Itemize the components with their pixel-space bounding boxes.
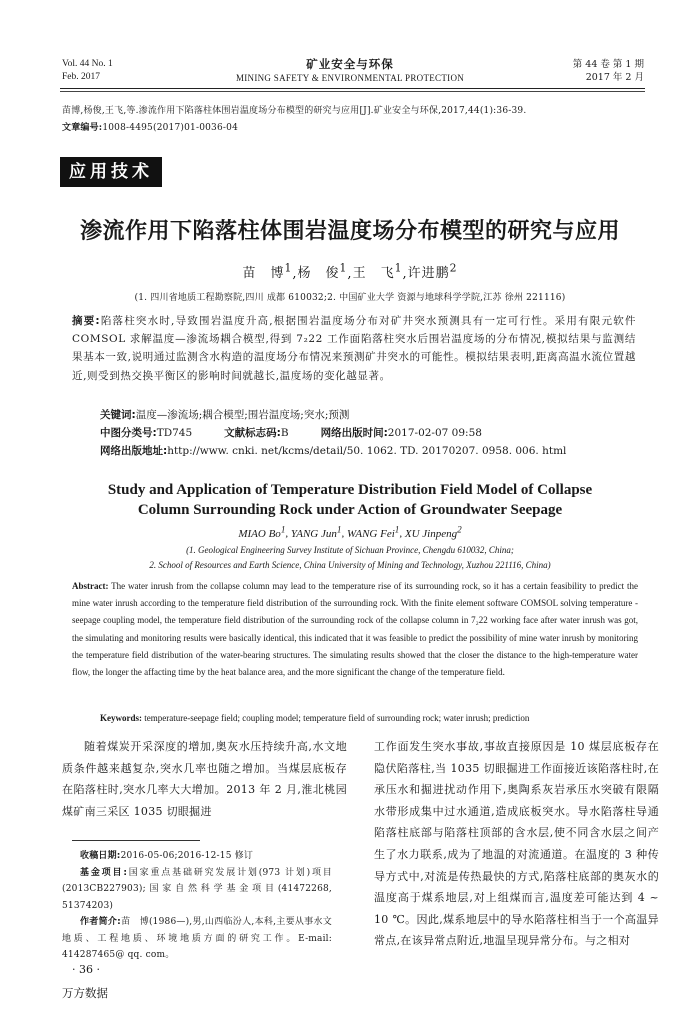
author-cn: 杨 俊$^1$ [297,262,348,282]
body-column-left [62,736,347,822]
abstract-cn [72,312,636,385]
pub-time-label: 网络出版时间: [320,427,388,439]
author-en: YANG Jun$^1$ [290,524,342,540]
author-cn: 王 飞$^1$ [352,262,403,282]
keywords-cn-text: 温度—渗流场;耦合模型;围岩温度场;突水;预测 [135,409,350,421]
citation-block [62,103,647,137]
header-volume-cn [573,58,644,84]
section-banner [60,157,162,187]
article-number-value: 1008-4495(2017)01-0036-04 [102,123,238,133]
paper-title-en [0,480,700,520]
citation-ref: 苗博,杨俊,王飞,等.渗流作用下陷落柱体围岩温度场分布模型的研究与应用[J].矿业安全与环保,2017,44(1):36-39. [62,106,527,116]
header-vol: Vol. 44 No. 1 [62,59,113,69]
footnote-fund: 基金项目:国家重点基础研究发展计划(973 计划)项目(2013CB227903);国家自然科学基金项目(41472268, 51374203) [62,867,332,911]
abstract-cn-label: 摘要: [72,315,101,327]
pub-url-label: 网络出版地址: [100,445,168,457]
clc-value: TD745 [156,427,193,439]
page-number: · 36 · [72,963,100,976]
abstract-en-label: Abstract: [72,581,109,591]
footnote-author: 作者简介:苗 博(1986—),男,山西临汾人,本科,主要从事水文地质、工程地质、环境地质方面的研究工作。E-mail: 414287465@ qq. com。 [62,917,332,960]
body-column-right [374,736,659,952]
header-rule-thin [60,91,645,92]
author-en: XU Jinpeng$^2$ [404,524,462,540]
footnote-divider [72,840,200,841]
authors-cn: 苗 博$^1$,杨 俊$^1$,王 飞$^1$,许进鹏$^2$ [242,262,458,282]
header-vol-cn: 第 44 卷 第 1 期 [572,59,644,70]
author-en: WANG Fei$^1$ [346,524,400,540]
footnote-received: 收稿日期:2016-05-06;2016-12-15 修订 [80,851,254,861]
keywords-cn-label: 关键词: [100,409,136,421]
abstract-cn-text: 陷落柱突水时,导致围岩温度升高,根据围岩温度场分布对矿井突水预测具有一定可行性。采用有限元软件 COMSOL 求解温度—渗流场耦合模型,得到 7₂22 工作面陷落柱突水后围岩温度场的分布情况,模拟结果与监测结果基本一致,说明通过监测含水构造的温度场分布情况来预测矿井突水的可能性。模拟结果表明,距离高温水流位置越近,则受到热交换平衡区的影响时间就越长,温度场的变化越显著。 [72,315,637,382]
author-cn: 苗 博$^1$ [242,262,293,282]
affiliation-en-line1: (1. Geological Engineering Survey Institute of Sichuan Province, Chengdu 610032, China; [186,545,514,555]
footnotes [62,848,332,964]
doc-code-label: 文献标志码: [224,427,281,439]
header-date-cn: 2017 年 2 月 [585,72,644,83]
title-en-line2: Column Surrounding Rock under Action of Groundwater Seepage [137,502,563,518]
header-rule [60,88,645,89]
affiliation-cn: (1. 四川省地质工程勘察院,四川 成都 610032;2. 中国矿业大学 资源与地球科学学院,江苏 徐州 221116) [134,293,566,303]
keywords-cn [100,406,349,424]
keywords-en-text: temperature-seepage field; coupling model; temperature field of surrounding rock; water inrush; prediction [142,713,530,723]
body-paragraph: 工作面发生突水事故,事故直接原因是 10 煤层底板存在隐伏陷落柱,当 1035 切眼掘进工作面接近该陷落柱时,在承压水和掘进扰动作用下,奥陶系灰岩承压水突破有限隔水带形成集中过水通道,造成底板突水。导水陷落柱导通陷落柱底部与陷落柱顶部的含水层,使不同含水层之间产生了水力联系,成为了地温的对流通道。在温度的 3 种传导方式中,对流是传热最快的方式,陷落柱底部的奥灰水的温度高于煤系地层,对上组煤而言,温度差可能达到 4 ~ 10 ℃。因此,煤系地层中的导水陷落柱相当于一个高温异常点,在该异常点附近,地温呈现异常分布。与之相对 [374,740,659,948]
author-en: MIAO Bo$^1$ [238,524,286,540]
section-label: 应用技术 [69,162,153,182]
pub-url-value[interactable]: http://www. cnki. net/kcms/detail/50. 1062. TD. 20170207. 0958. 006. html [167,445,567,457]
clc-label: 中图分类号: [100,427,157,439]
journal-title-cn: 矿业安全与环保 [306,57,394,71]
body-paragraph: 随着煤炭开采深度的增加,奥灰水压持续升高,水文地质条件越来越复杂,突水几率也随之增加。当煤层底板存在陷落柱时,突水几率大大增加。2013 年 2 月,淮北桃园煤矿南三采区 1035 切眼掘进 [62,740,347,818]
keywords-en [100,713,529,723]
watermark: 万方数据 [62,986,108,1000]
title-en-line1: Study and Application of Temperature Distribution Field Model of Collapse [107,482,593,498]
author-cn: 许进鹏$^2$ [407,262,458,282]
article-number-label: 文章编号: [62,123,103,133]
authors-en: MIAO Bo$^1$, YANG Jun$^1$, WANG Fei$^1$, XU Jinpeng$^2$ [238,524,462,540]
header-date: Feb. 2017 [62,72,100,82]
abstract-en [72,578,638,681]
pub-url-line [100,442,566,460]
keywords-en-label: Keywords: [100,713,142,723]
abstract-en-text: The water inrush from the collapse column may lead to the temperature rise of its surrounding rock, so it has a certain feasibility to predict the mine water inrush according to the temperature field distribution of the surrounding rock. With the finite element software COMSOL solving temperature - seepage coupling model, the temperature field distribution of the surrounding rock of the collapse column in 7₂22 working face after water inrush was got, the simulating and monitoring results were basically identical, this indicated that it was feasible to predict the possibility of mine water inrush by monitoring the temperature field distribution of the water-bearing structures. The simulating results showed that the closer the distance to the high-temperature water flow, the longer the affacting time by the heat balance area, and the more significant the change of the temperature field. [72,581,638,678]
journal-title-en: MINING SAFETY & ENVIRONMENTAL PROTECTION [235,73,465,83]
doc-code-value: B [280,427,289,439]
article-number [62,120,647,137]
pub-time-value: 2017-02-07 09:58 [387,427,482,439]
classification-line [100,424,482,442]
affiliation-en-line2: 2. School of Resources and Earth Science, China University of Mining and Technology, Xuzhou 221116, China) [149,560,551,570]
paper-title-cn: 渗流作用下陷落柱体围岩温度场分布模型的研究与应用 [79,219,620,244]
